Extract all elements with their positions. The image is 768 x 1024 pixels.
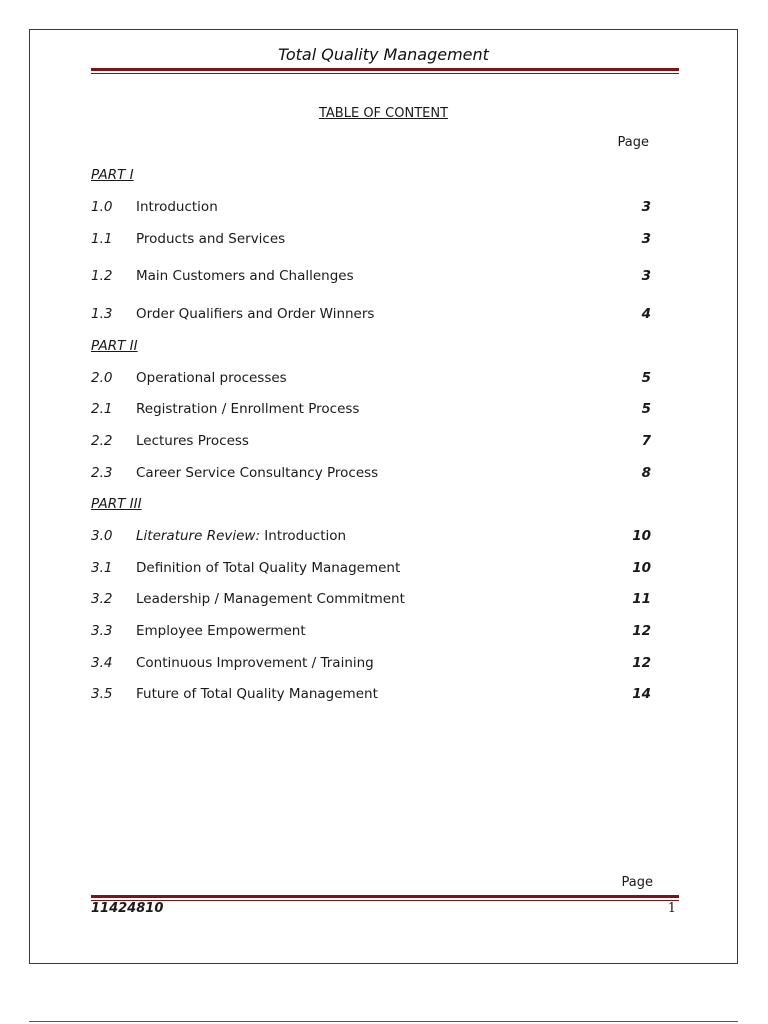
entry-label-rest: Introduction	[260, 528, 347, 544]
entry-label: Main Customers and Challenges	[136, 268, 354, 284]
toc-entry	[91, 465, 651, 483]
entry-number: 3.4	[91, 655, 113, 671]
footer-student-id: 11424810	[91, 901, 164, 916]
entry-page: 8	[641, 465, 651, 481]
entry-number: 2.1	[91, 401, 113, 417]
toc-entry	[91, 401, 651, 419]
part-heading: PART I	[91, 167, 134, 183]
toc-entry	[91, 231, 651, 249]
toc-entry	[91, 433, 651, 451]
entry-number: 1.2	[91, 268, 113, 284]
entry-label: Lectures Process	[136, 433, 249, 449]
toc-entry	[91, 370, 651, 388]
entry-page: 4	[641, 306, 651, 322]
entry-number: 3.1	[91, 560, 113, 576]
entry-label: Leadership / Management Commitment	[136, 591, 405, 607]
entry-label	[136, 528, 346, 544]
toc-entry	[91, 623, 651, 641]
entry-page: 11	[632, 591, 651, 607]
part-heading: PART II	[91, 338, 138, 354]
entry-label: Continuous Improvement / Training	[136, 655, 374, 671]
entry-page: 3	[641, 199, 651, 215]
toc-entry	[91, 560, 651, 578]
toc-entry	[91, 655, 651, 673]
document-page	[29, 29, 738, 964]
entry-number: 1.1	[91, 231, 113, 247]
toc-page-heading: Page	[617, 135, 649, 150]
footer-rule	[91, 895, 679, 901]
entry-label: Products and Services	[136, 231, 286, 247]
entry-page: 7	[641, 433, 651, 449]
entry-page: 12	[632, 655, 651, 671]
entry-label: Operational processes	[136, 370, 287, 386]
entry-number: 2.0	[91, 370, 113, 386]
toc-title: TABLE OF CONTENT	[318, 106, 449, 121]
toc-entry	[91, 268, 651, 286]
entry-page: 5	[641, 370, 651, 386]
entry-label: Introduction	[136, 199, 218, 215]
toc-entry	[91, 306, 651, 324]
entry-page: 5	[641, 401, 651, 417]
entry-number: 3.0	[91, 528, 113, 544]
header-rule	[91, 68, 679, 74]
entry-page: 3	[641, 268, 651, 284]
entry-page: 10	[632, 528, 651, 544]
header-title: Total Quality Management	[278, 45, 489, 64]
footer-page-number: 1	[667, 901, 676, 916]
entry-page: 3	[641, 231, 651, 247]
entry-label: Employee Empowerment	[136, 623, 306, 639]
entry-number: 3.2	[91, 591, 113, 607]
entry-number: 2.3	[91, 465, 113, 481]
toc-entry	[91, 199, 651, 217]
footer-page-label: Page	[621, 875, 653, 890]
entry-label: Future of Total Quality Management	[136, 686, 378, 702]
entry-page: 12	[632, 623, 651, 639]
entry-number: 3.5	[91, 686, 113, 702]
entry-label-italic: Literature Review:	[136, 528, 261, 544]
entry-number: 1.0	[91, 199, 113, 215]
entry-label: Registration / Enrollment Process	[136, 401, 360, 417]
entry-page: 10	[632, 560, 651, 576]
entry-number: 3.3	[91, 623, 113, 639]
toc-entry	[91, 528, 651, 546]
entry-number: 1.3	[91, 306, 113, 322]
part-heading: PART III	[91, 496, 142, 512]
entry-page: 14	[632, 686, 651, 702]
toc-entry	[91, 686, 651, 704]
next-page-edge	[29, 1021, 738, 1022]
entry-label: Career Service Consultancy Process	[136, 465, 379, 481]
entry-label: Order Qualifiers and Order Winners	[136, 306, 375, 322]
entry-label: Definition of Total Quality Management	[136, 560, 401, 576]
toc-entry	[91, 591, 651, 609]
entry-number: 2.2	[91, 433, 113, 449]
